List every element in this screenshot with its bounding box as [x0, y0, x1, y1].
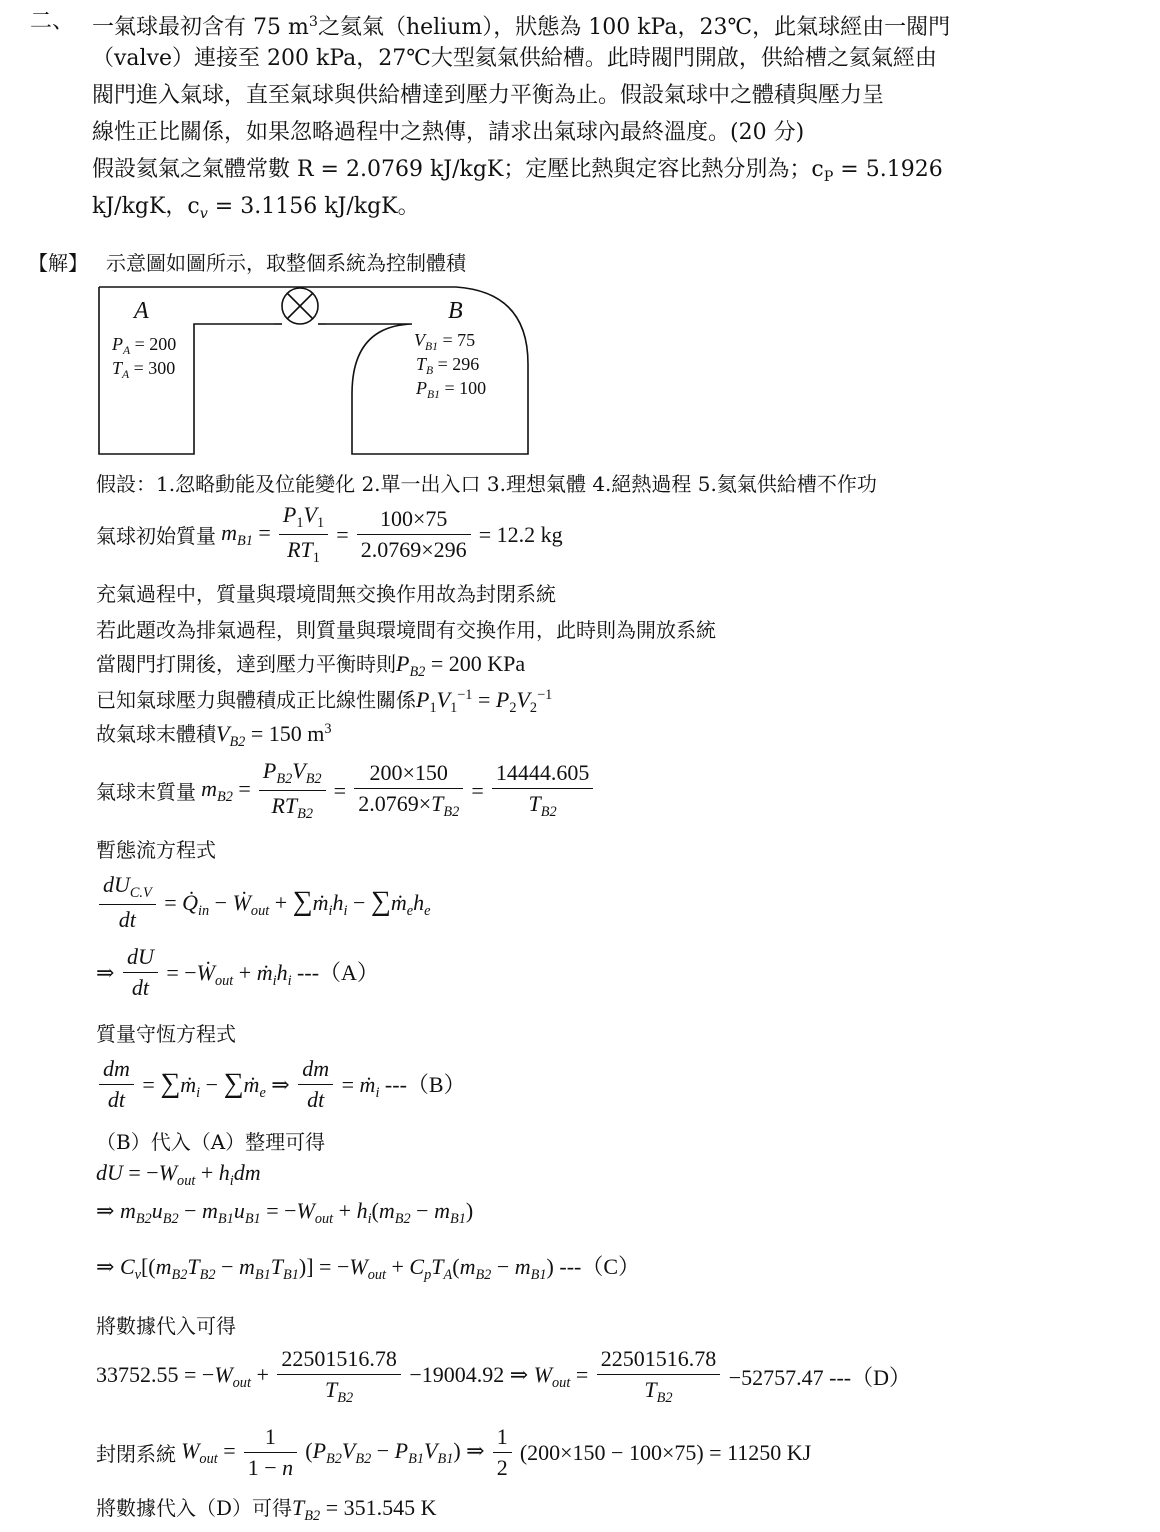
tank-a-label: A [134, 298, 149, 324]
energy-balance-equation: ⇒ $m_{B2}u_{B2} - m_{B1}u_{B1} = -W_{out} + h_i(m_{B2} - m_{B1})$ [96, 1198, 474, 1227]
question-line-4: 線性正比關係，如果忽略過程中之熱傳，請求出氣球內最終溫度。(20 分) [92, 120, 805, 145]
question-line-5: 假設氦氣之氣體常數 R = 2.0769 kJ/kgK；定壓比熱與定容比熱分別為；$c_P = 5.1926$ [92, 157, 943, 185]
valve-icon [274, 288, 326, 324]
tank-a-pressure: $P_A = 200$ [112, 334, 177, 358]
equation-a: ⇒ $\frac{dU}{dt}$ = −Ẇ$_{out}$ + $ṁ_ih_i$ ---（A） [96, 944, 379, 1000]
closed-system-work-equation: 封閉系統 $W_{out}$ = $\frac{1}{1 - n}$ $(P_{B2}V_{B2} - P_{B1}V_{B1})$ ⇒ $\frac{1}{2}$ (200×150 − 100×75) = 11250 KJ [96, 1424, 812, 1480]
initial-mass-equation: 氣球初始質量 $m_{B1}$ = $\frac{P_1V_1}{RT_1}$ = $\frac{100\times 75}{2.0769\times 296}$ = 12.2 kg [96, 502, 563, 566]
final-mass-equation: 氣球末質量 $m_{B2}$ = $\frac{P_{B2}V_{B2}}{RT_{B2}}$ = $\frac{200\times 150}{2.0769\times T_{B2}}$ = $\frac{14444.605}{T_{B2}}$ [96, 758, 596, 823]
balloon-b-volume: $V_{B1} = 75$ [414, 330, 476, 354]
question-line-1: 一氣球最初含有 75 $m^3$之氦氣（helium），狀態為 100 kPa，23℃，此氣球經由一閥門 [92, 14, 951, 40]
transient-flow-title: 暫態流方程式 [96, 838, 216, 862]
final-volume-line: 故氣球末體積$V_{B2} = 150$ $m^3$ [96, 721, 332, 750]
equation-d: $33752.55 = -W_{out}$ + $\frac{22501516.78}{T_{B2}}$ −19004.92 ⇒ $W_{out}$ = $\frac{22501516.78}{T_{B2}}$ −52757.47 ---（D） [96, 1346, 912, 1406]
open-system-note: 若此題改為排氣過程，則質量與環境間有交換作用，此時則為開放系統 [96, 618, 716, 642]
balloon-b-temperature: $T_B = 296$ [416, 354, 480, 378]
assumptions: 假設：1.忽略動能及位能變化 2.單一出入口 3.理想氣體 4.絕熱過程 5.氦氣供給槽不作功 [96, 472, 877, 496]
solution-intro: 示意圖如圖所示，取整個系統為控制體積 [106, 251, 466, 275]
schematic-diagram [96, 284, 536, 456]
equation-c: ⇒ $C_v[(m_{B2}T_{B2} - m_{B1}T_{B1})] = -W_{out} + C_pT_A(m_{B2} - m_{B1})$ ---（C） [96, 1254, 641, 1283]
transient-flow-equation: $\frac{dU_{C.V}}{dt}$ = $Q̇_{in}$ − Ẇ$_{out}$ + $\sum ṁ_ih_i$ − $\sum ṁ_eh_e$ [96, 872, 430, 933]
question-line-3: 閥門進入氣球，直至氣球與供給槽達到壓力平衡為止。假設氣球中之體積與壓力呈 [92, 83, 885, 108]
final-temperature-line: 將數據代入（D）可得$T_{B2} = 351.545$ K [96, 1495, 437, 1524]
linear-relation-line: 已知氣球壓力與體積成正比線性關係$P_1V_1^{-1} = P_2V_2^{-1}$ [96, 687, 553, 716]
closed-system-note: 充氣過程中，質量與環境間無交換作用故為封閉系統 [96, 582, 556, 606]
question-line-6: kJ/kgK，$c_v = 3.1156$ kJ/kgK。 [92, 194, 420, 222]
question-line-2: （valve）連接至 200 kPa，27℃大型氦氣供給槽。此時閥門開啟，供給槽之氦氣經由 [92, 46, 937, 71]
balloon-b-pressure: $P_{B1} = 100$ [416, 378, 487, 402]
question-number: 二、 [30, 9, 75, 34]
tank-a-temperature: $T_A = 300$ [112, 358, 176, 382]
equation-b: $\frac{dm}{dt}$ = ∑ṁ$_i$ − ∑ṁ$_e$ ⇒ $\frac{dm}{dt}$ = ṁ$_i$ ---（B） [96, 1056, 466, 1113]
mass-conservation-title: 質量守恆方程式 [96, 1022, 236, 1046]
solution-tag: 【解】 [28, 251, 88, 275]
balloon-b-label: B [448, 298, 463, 324]
du-equation: dU = $-W_{out} + h_idm$ [96, 1160, 261, 1189]
substitute-note: （B）代入（A）整理可得 [96, 1130, 326, 1154]
plug-in-note: 將數據代入可得 [96, 1314, 236, 1338]
valve-open-line: 當閥門打開後，達到壓力平衡時則$P_{B2} = 200$ KPa [96, 651, 526, 680]
